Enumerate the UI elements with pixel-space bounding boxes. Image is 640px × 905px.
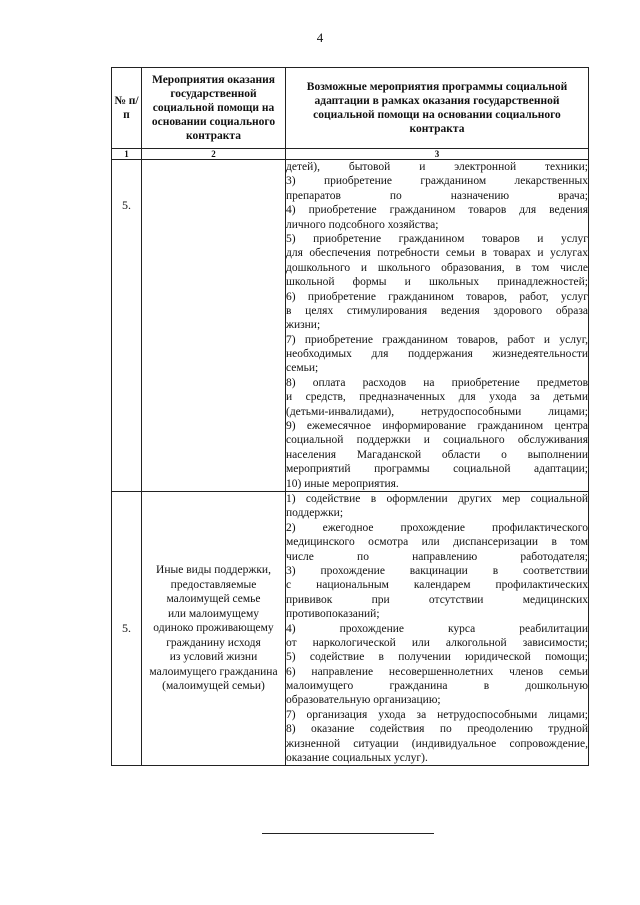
text-line: 9) ежемесячное информирование гражданином центра	[286, 420, 588, 433]
event-name-line: гражданину исходя	[166, 636, 261, 649]
text-line: личного подсобного хозяйства;	[286, 218, 439, 231]
column-number: 2	[142, 149, 286, 160]
text-line: детей), бытовой и электронной техники;	[286, 161, 588, 173]
text-line: 4) приобретение гражданином товаров для ведения	[286, 204, 588, 217]
event-name-line: малоимущей семье	[166, 593, 261, 606]
text-line: 1) содействие в оформлении других мер социальной	[286, 492, 588, 505]
row-program-items	[286, 491, 589, 765]
header-program: Возможные мероприятия программы социальной адаптации в рамках оказания государственной социальной помощи на основании социального контракта	[286, 68, 589, 149]
text-line: прививок при отсутствии медицинских	[286, 593, 588, 606]
text-line: социальной поддержки и социального обслуживания	[286, 434, 588, 447]
text-line: жизненной ситуации (индивидуальное сопровождение,	[286, 737, 588, 750]
text-line: 10) иные мероприятия.	[286, 477, 399, 490]
text-line: 8) оплата расходов на приобретение предметов	[286, 376, 588, 389]
text-line: 5) содействие в получении юридической помощи;	[286, 651, 588, 664]
text-line: поддержки;	[286, 507, 344, 520]
text-line: 6) приобретение гражданином товаров, работ, услуг	[286, 290, 588, 303]
row-number: 5.	[112, 160, 142, 492]
header-event: Мероприятия оказания государственной социальной помощи на основании социального контракта	[142, 68, 286, 149]
text-line: дошкольного и школьного образования, в том числе	[286, 261, 588, 274]
text-line: 5) приобретение гражданином товаров и услуг	[286, 232, 588, 245]
footer-divider	[262, 833, 434, 834]
text-line: (детьми-инвалидами), нетрудоспособными лицами;	[286, 405, 588, 418]
text-line: препаратов по назначению врача;	[286, 189, 588, 202]
event-name-line: одиноко проживающему	[153, 622, 274, 635]
table-header-row	[112, 68, 589, 149]
row-program-items	[286, 160, 589, 492]
text-line: 3) прохождение вакцинации в соответствии	[286, 564, 588, 577]
text-line: необходимых для поддержания жизнедеятельности	[286, 348, 588, 361]
text-line: медицинского осмотра или диспансеризации в том	[286, 536, 588, 549]
event-name-line: малоимущего гражданина	[149, 665, 278, 678]
column-number: 1	[112, 149, 142, 160]
text-line: противопоказаний;	[286, 608, 380, 621]
social-contract-table	[111, 67, 589, 766]
text-line: для обеспечения потребности семьи в товарах и услугах	[286, 247, 588, 260]
text-line: числе по направлению работодателя;	[286, 550, 588, 563]
column-number-row	[112, 149, 589, 160]
event-name-line: Иные виды поддержки,	[156, 564, 271, 577]
text-line: семьи;	[286, 362, 319, 375]
row-event-name	[142, 160, 286, 492]
event-name-line: или малоимущему	[168, 607, 259, 620]
text-line: 4) прохождение курса реабилитации	[286, 622, 588, 635]
text-line: образовательную организацию;	[286, 694, 441, 707]
text-line: 8) оказание содействия по преодолению трудной	[286, 723, 588, 736]
text-line: 2) ежегодное прохождение профилактического	[286, 521, 588, 534]
text-line: оказание социальных услуг).	[286, 752, 428, 765]
page-number: 4	[316, 30, 324, 45]
text-line: и средств, предназначенных для ухода за детьми	[286, 391, 588, 404]
event-name-line: предоставляемые	[170, 578, 257, 591]
row-event-name	[142, 491, 286, 765]
text-line: от наркологической или алкогольной зависимости;	[286, 636, 588, 649]
table-row	[112, 160, 589, 492]
row-number: 5.	[112, 491, 142, 765]
text-line: в целях стимулирования ведения здорового образа	[286, 304, 588, 317]
text-line: 3) приобретение гражданином лекарственных	[286, 175, 588, 188]
text-line: 7) организация ухода за нетрудоспособными лицами;	[286, 708, 588, 721]
table-row	[112, 491, 589, 765]
text-line: 7) приобретение гражданином товаров, работ и услуг,	[286, 333, 588, 346]
text-line: 6) направление несовершеннолетних членов семьи	[286, 665, 588, 678]
text-line: мероприятий программы социальной адаптации;	[286, 463, 588, 476]
column-number: 3	[286, 149, 589, 160]
event-name-line: из условий жизни	[169, 651, 258, 664]
text-line: с национальным календарем профилактических	[286, 579, 588, 592]
event-name-line: (малоимущей семьи)	[162, 680, 265, 693]
text-line: школьной формы и школьных принадлежностей;	[286, 276, 588, 289]
text-line: населения Магаданской области о выполнении	[286, 448, 588, 461]
text-line: малоимущего гражданина в дошкольную	[286, 680, 588, 693]
text-line: жизни;	[286, 319, 321, 332]
header-num: № п/п	[112, 68, 142, 149]
